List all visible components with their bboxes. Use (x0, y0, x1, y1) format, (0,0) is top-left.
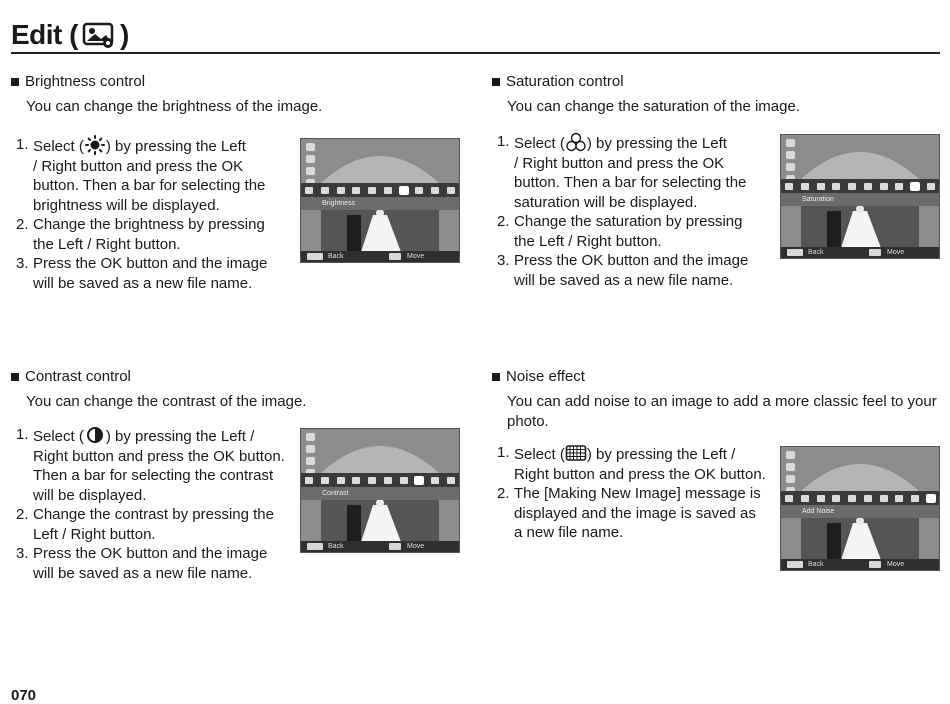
noise-steps (497, 443, 779, 543)
back-label: Back (328, 543, 344, 550)
screen-icon-bar (781, 491, 939, 505)
menu-key-icon (307, 543, 323, 550)
dpad-key-icon (869, 561, 881, 568)
three-circles-icon (565, 132, 587, 152)
back-label: Back (808, 561, 824, 568)
contrast-steps (16, 425, 298, 583)
saturation-steps (497, 132, 772, 290)
screen-bottom-bar (301, 251, 459, 262)
screen-option-label: Saturation (781, 193, 939, 206)
dpad-key-icon (869, 249, 881, 256)
back-label: Back (328, 253, 344, 260)
screen-icon-bar (301, 183, 459, 197)
page-number: 070 (11, 687, 37, 704)
list-item: 1. Select ( ) by pressing the Left / Right button and press the OK button. (497, 444, 766, 483)
list-item: 2. Change the brightness by pressing the Left / Right button. (16, 216, 265, 253)
bullet-square-icon (492, 78, 500, 86)
menu-key-icon (307, 253, 323, 260)
list-item: 1. Select ( ) by pressing the Left / Right button and press the OK button. Then a bar for selecting the contrast will be displayed. (16, 426, 285, 504)
saturation-intro: You can change the saturation of the image. (507, 98, 800, 115)
page-title (11, 18, 129, 52)
screen-bottom-bar (301, 541, 459, 552)
dpad-key-icon (389, 253, 401, 260)
bullet-square-icon (11, 373, 19, 381)
brightness-steps (16, 135, 291, 293)
list-item: 1. Select ( ) by pressing the Left / Right button and press the OK button. Then a bar for selecting the saturation will be displayed. (497, 133, 747, 211)
screen-option-label: Contrast (301, 487, 459, 500)
contrast-heading: Contrast control (11, 368, 131, 386)
noise-intro: You can add noise to an image to add a more classic feel to your photo. (507, 393, 937, 430)
screen-option-label: Brightness (301, 197, 459, 210)
noise-heading: Noise effect (492, 368, 585, 386)
screen-bottom-bar (781, 559, 939, 570)
title-suffix: ) (120, 19, 129, 50)
move-label: Move (407, 543, 425, 550)
camera-screen-saturation (780, 134, 940, 259)
camera-screen-brightness (300, 138, 460, 263)
screen-option-label: Add Noise (781, 505, 939, 518)
list-item: 2. Change the contrast by pressing the Left / Right button. (16, 506, 274, 543)
move-label: Move (407, 253, 425, 260)
screen-icon-bar (781, 179, 939, 193)
noise-grid-icon (565, 443, 587, 463)
saturation-heading: Saturation control (492, 73, 624, 91)
list-item: 3. Press the OK button and the image will be saved as a new file name. (497, 252, 749, 289)
list-item: 2. Change the saturation by pressing the Left / Right button. (497, 213, 743, 250)
camera-screen-noise (780, 446, 940, 571)
list-item: 3. Press the OK button and the image will be saved as a new file name. (16, 255, 268, 292)
sun-icon (84, 135, 106, 155)
bullet-square-icon (492, 373, 500, 381)
dpad-key-icon (389, 543, 401, 550)
title-divider (11, 52, 940, 54)
bullet-square-icon (11, 78, 19, 86)
list-item: 1. Select ( ) by pressing the Left / Right button and press the OK button. Then a bar for selecting the brightness will be displayed. (16, 136, 266, 214)
list-item: 2. The [Making New Image] message is displayed and the image is saved as a new file name. (497, 485, 761, 541)
back-label: Back (808, 249, 824, 256)
camera-screen-contrast (300, 428, 460, 553)
half-circle-icon (84, 425, 106, 445)
menu-key-icon (787, 561, 803, 568)
menu-key-icon (787, 249, 803, 256)
screen-icon-bar (301, 473, 459, 487)
screen-bottom-bar (781, 247, 939, 258)
photo-edit-icon (82, 20, 116, 50)
contrast-intro: You can change the contrast of the image. (26, 393, 307, 410)
move-label: Move (887, 249, 905, 256)
move-label: Move (887, 561, 905, 568)
brightness-heading: Brightness control (11, 73, 145, 91)
brightness-intro: You can change the brightness of the image. (26, 98, 323, 115)
title-prefix: Edit ( (11, 19, 78, 50)
list-item: 3. Press the OK button and the image will be saved as a new file name. (16, 545, 268, 582)
